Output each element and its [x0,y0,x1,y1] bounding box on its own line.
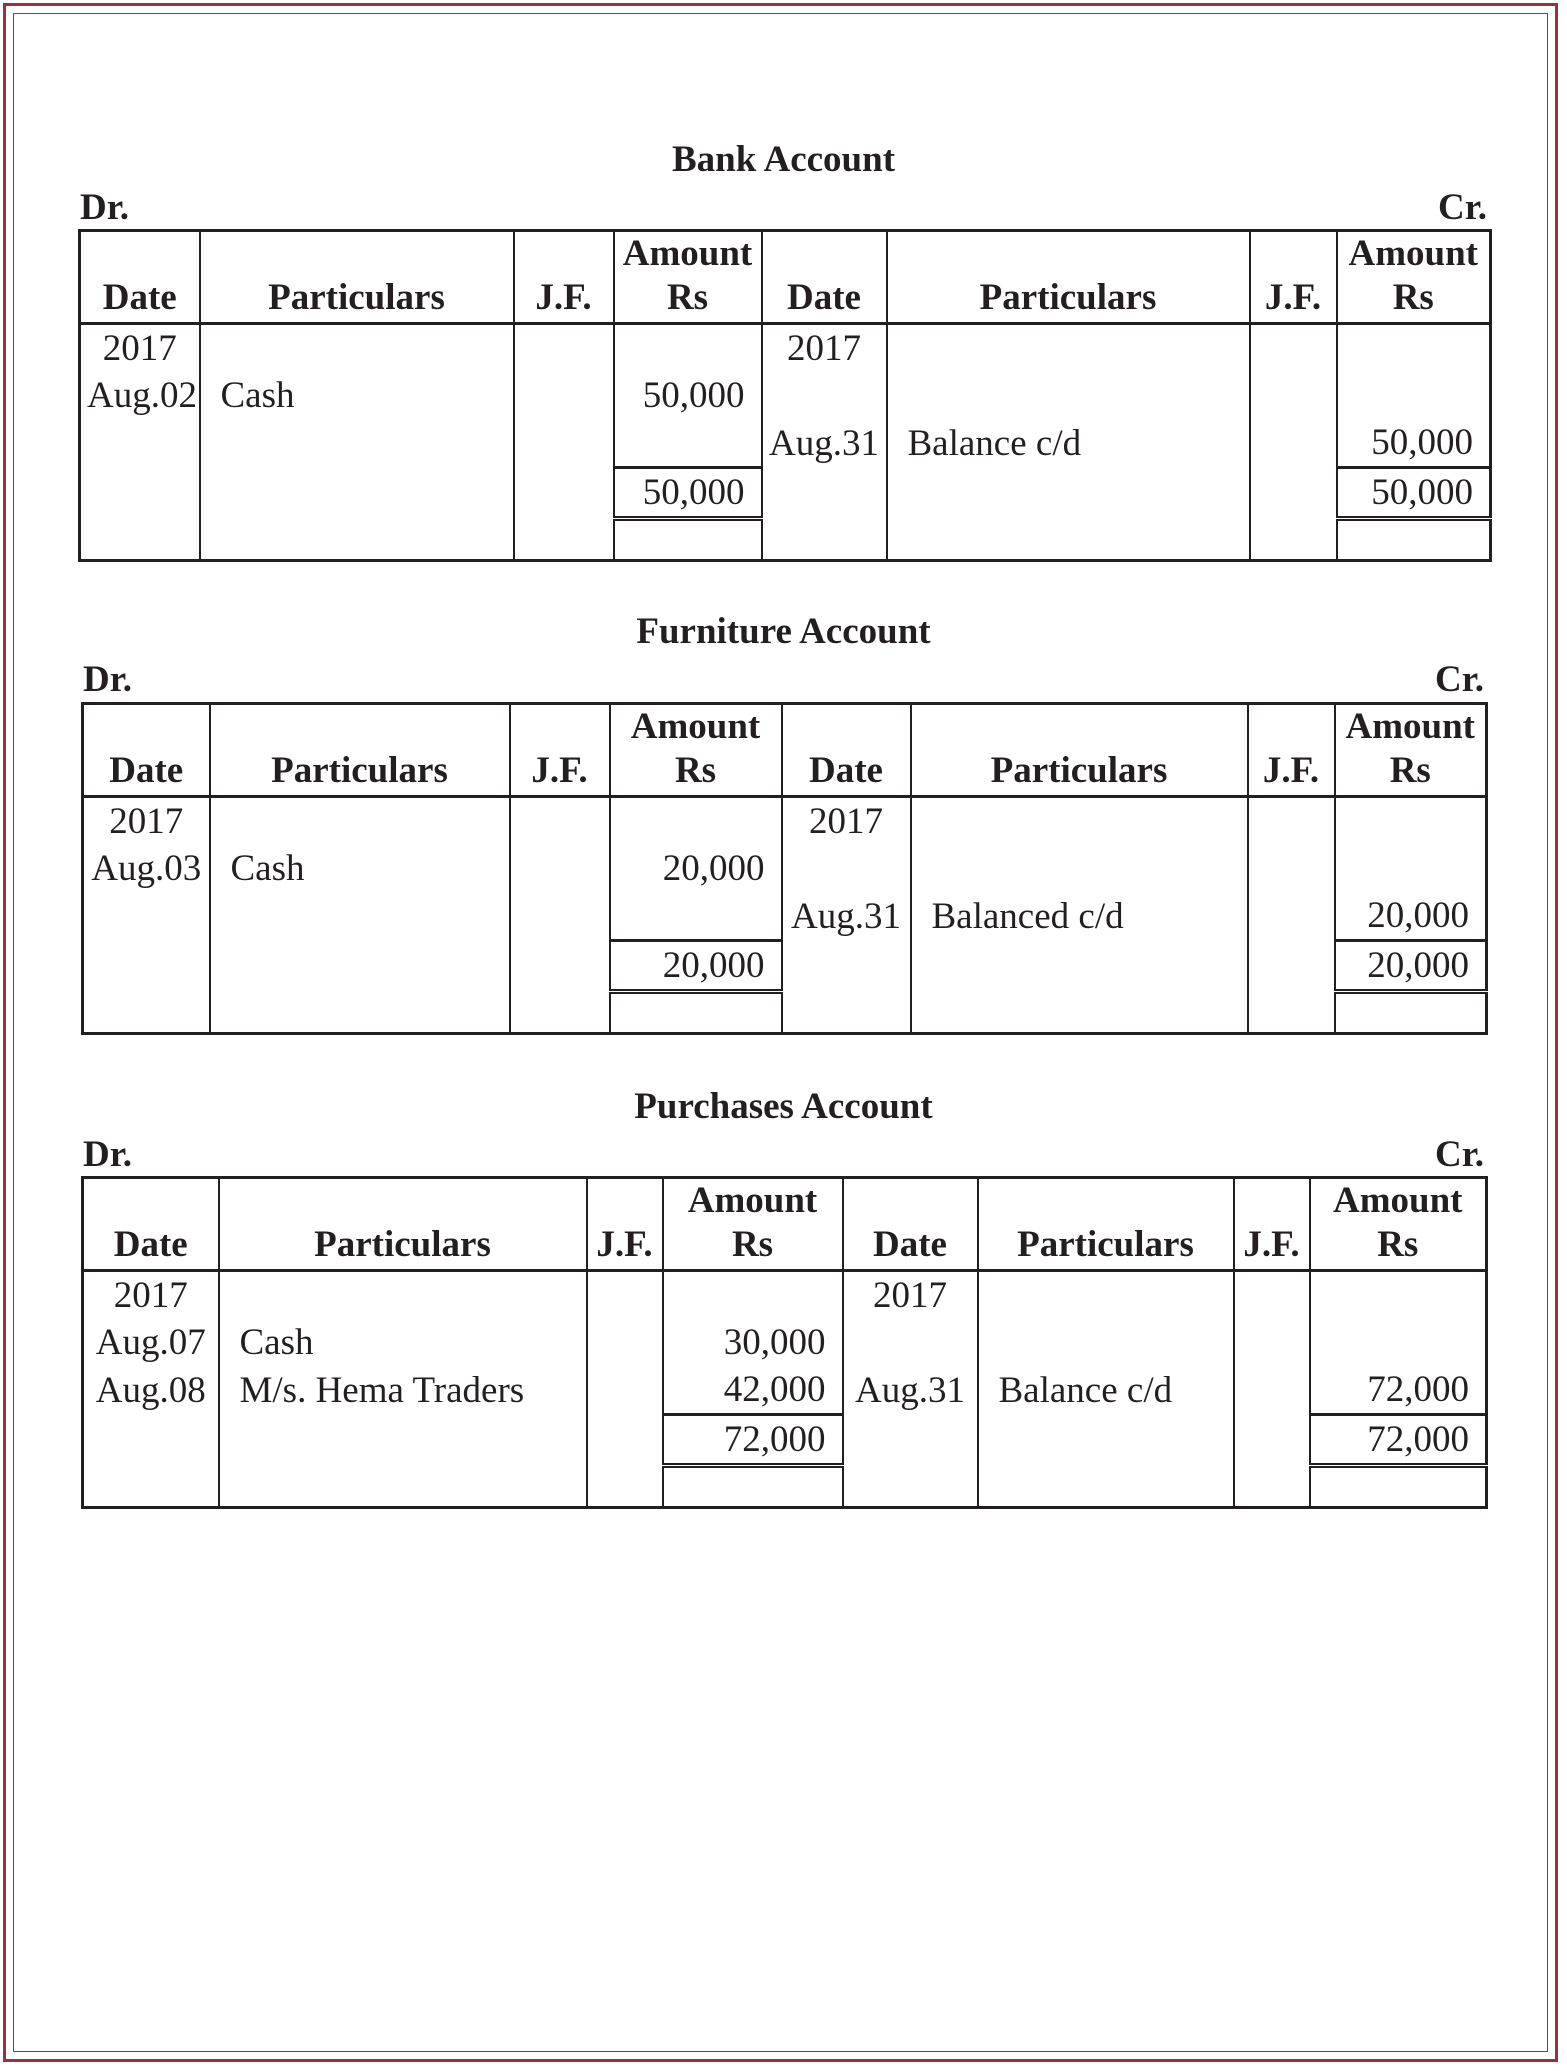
dr-jf [514,324,614,373]
cr-date: 2017 [782,797,911,846]
totals-row [83,941,1487,992]
dr-date: Aug.02 [80,372,200,419]
cr-amount: 50,000 [1337,419,1491,468]
dr-date-header: Date [83,704,210,797]
dr-jf-header: J.F. [510,704,610,797]
table-row [83,892,1487,941]
dr-date-header: Date [80,231,200,324]
dr-date: Aug.03 [83,845,210,892]
dr-amount [610,797,782,846]
dr-amount-header: Amount Rs [614,231,762,324]
purchases-account-ledger [81,1176,1488,1509]
cr-date: Aug.31 [843,1366,978,1415]
dr-particulars-header: Particulars [200,231,514,324]
dr-date: 2017 [80,324,200,373]
closing-row [83,992,1487,1034]
furniture-account-ledger [81,702,1488,1035]
dr-date: 2017 [83,1271,219,1320]
dr-amount: 50,000 [614,372,762,419]
cr-amount [1335,797,1487,846]
dr-particulars-header: Particulars [219,1178,587,1271]
dr-date: Aug.08 [83,1366,219,1415]
closing-row [83,1466,1487,1508]
totals-row [80,468,1491,519]
table-row [80,372,1491,419]
dr-jf-header: J.F. [587,1178,663,1271]
table-row [83,1366,1487,1415]
cr-jf-header: J.F. [1250,231,1337,324]
cr-date [843,1319,978,1366]
cr-amount [1310,1271,1487,1320]
cr-jf [1250,419,1337,468]
cr-particulars [911,797,1248,846]
cr-total: 20,000 [1335,941,1487,992]
cr-amount [1310,1319,1487,1366]
cr-jf [1234,1319,1310,1366]
dr-jf [587,1319,663,1366]
purchases-cr-label: Cr. [1435,1134,1484,1175]
dr-jf [514,372,614,419]
dr-jf [587,1271,663,1320]
dr-total: 50,000 [614,468,762,519]
cr-particulars-header: Particulars [978,1178,1234,1271]
table-row [80,324,1491,373]
table-row [80,419,1491,468]
cr-jf [1234,1271,1310,1320]
cr-jf-header: J.F. [1248,704,1335,797]
cr-date: Aug.31 [782,892,911,941]
dr-particulars-header: Particulars [210,704,510,797]
cr-date: Aug.31 [762,419,887,468]
dr-date: Aug.07 [83,1319,219,1366]
table-row [83,1319,1487,1366]
cr-particulars [887,324,1250,373]
dr-date-header: Date [83,1178,219,1271]
cr-amount [1337,324,1491,373]
cr-particulars-header: Particulars [887,231,1250,324]
dr-total: 20,000 [610,941,782,992]
furniture-cr-label: Cr. [1435,659,1484,700]
dr-jf [587,1366,663,1415]
cr-particulars [978,1271,1234,1320]
dr-date: 2017 [83,797,210,846]
cr-date: 2017 [843,1271,978,1320]
cr-particulars: Balanced c/d [911,892,1248,941]
dr-amount: 20,000 [610,845,782,892]
purchases-dr-label: Dr. [83,1134,132,1175]
dr-amount: 42,000 [663,1366,843,1415]
dr-particulars [200,324,514,373]
cr-particulars-header: Particulars [911,704,1248,797]
cr-amount: 20,000 [1335,892,1487,941]
dr-particulars: Cash [200,372,514,419]
cr-jf [1248,892,1335,941]
dr-total: 72,000 [663,1415,843,1466]
dr-particulars: Cash [219,1319,587,1366]
cr-date-header: Date [762,231,887,324]
cr-total: 72,000 [1310,1415,1487,1466]
dr-amount [663,1271,843,1320]
dr-amount: 30,000 [663,1319,843,1366]
dr-jf [510,845,610,892]
ledger-header-row [83,704,1487,797]
furniture-dr-label: Dr. [83,659,132,700]
cr-particulars: Balance c/d [887,419,1250,468]
cr-particulars [978,1319,1234,1366]
bank-account-title: Bank Account [671,139,896,180]
table-row [83,845,1487,892]
cr-amount-header: Amount Rs [1335,704,1487,797]
closing-row [80,519,1491,561]
cr-jf [1248,797,1335,846]
dr-jf [510,797,610,846]
cr-amount-header: Amount Rs [1337,231,1491,324]
cr-date-header: Date [782,704,911,797]
table-row [83,1271,1487,1320]
dr-particulars [219,1271,587,1320]
bank-account-ledger [78,229,1492,562]
cr-jf-header: J.F. [1234,1178,1310,1271]
cr-date-header: Date [843,1178,978,1271]
dr-jf-header: J.F. [514,231,614,324]
table-row [83,797,1487,846]
bank-dr-label: Dr. [80,187,129,228]
cr-jf [1250,324,1337,373]
cr-particulars: Balance c/d [978,1366,1234,1415]
ledger-header-row [83,1178,1487,1271]
bank-cr-label: Cr. [1438,187,1487,228]
dr-amount [614,324,762,373]
cr-amount: 72,000 [1310,1366,1487,1415]
ledger-header-row [80,231,1491,324]
dr-amount-header: Amount Rs [610,704,782,797]
cr-jf [1234,1366,1310,1415]
furniture-account-title: Furniture Account [636,611,931,652]
dr-amount-header: Amount Rs [663,1178,843,1271]
cr-amount-header: Amount Rs [1310,1178,1487,1271]
dr-particulars [210,797,510,846]
cr-total: 50,000 [1337,468,1491,519]
cr-date: 2017 [762,324,887,373]
dr-particulars: M/s. Hema Traders [219,1366,587,1415]
dr-particulars: Cash [210,845,510,892]
totals-row [83,1415,1487,1466]
purchases-account-title: Purchases Account [634,1086,933,1127]
